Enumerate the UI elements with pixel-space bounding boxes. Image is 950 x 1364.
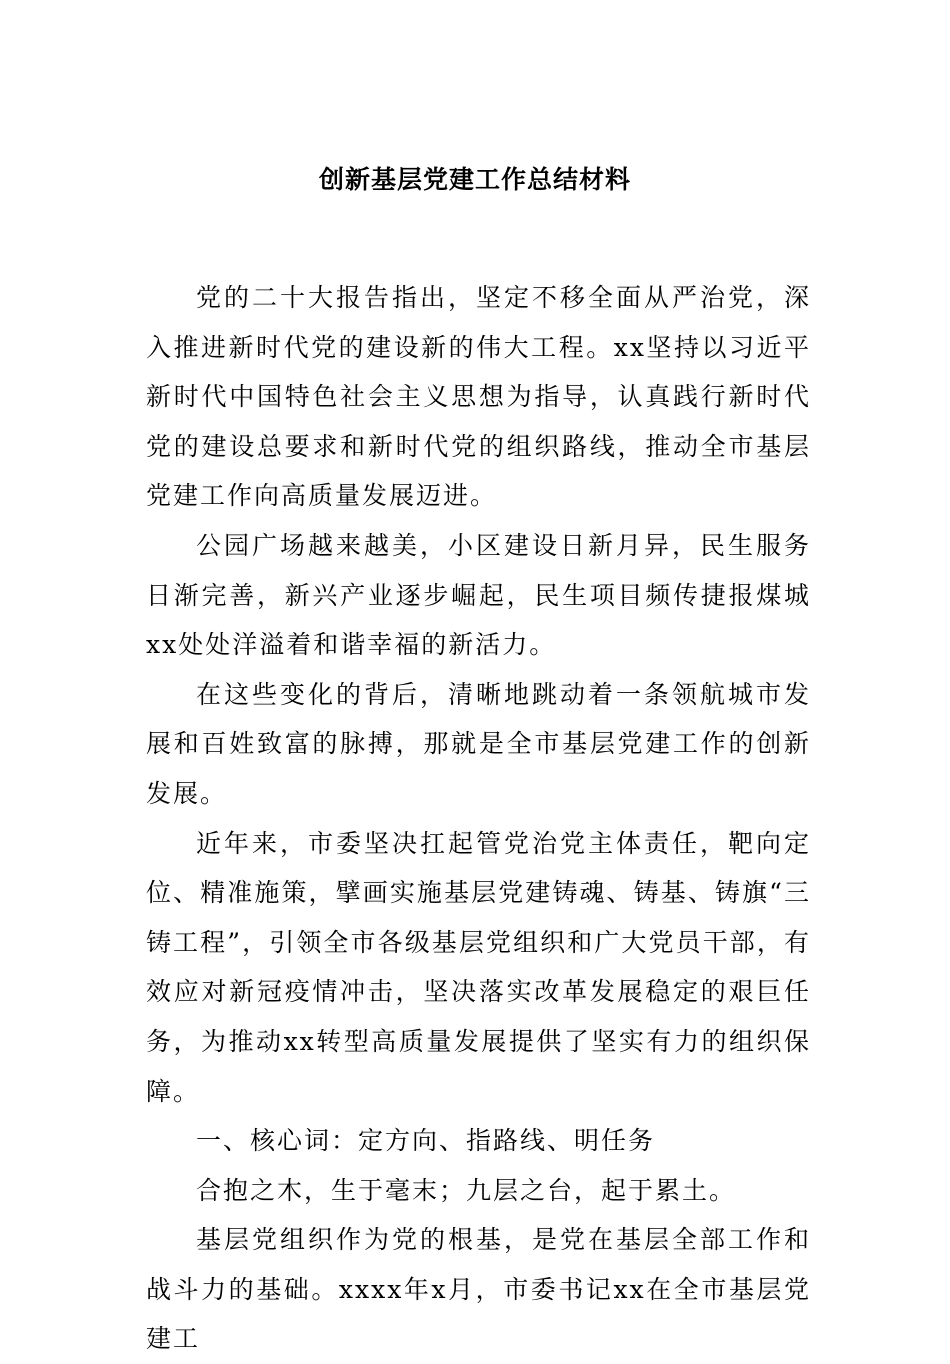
paragraph-5: 合抱之木，生于毫末；九层之台，起于累土。: [196, 1175, 737, 1205]
paragraph-4: 近年来，市委坚决扛起管党治党主体责任，靶向定位、精准施策，擘画实施基层党建铸魂、铸基、铸旗“三铸工程”，引领全市各级基层党组织和广大党员干部，有效应对新冠疫情冲击，坚决落实改革发展稳定的艰巨任务，为推动xx转型高质量发展提供了坚实有力的组织保障。: [146, 828, 811, 1106]
section-heading-1: 一、核心词：定方向、指路线、明任务: [196, 1126, 656, 1156]
document-title: 创新基层党建工作总结材料: [318, 165, 631, 194]
paragraph-3: 在这些变化的背后，清晰地跳动着一条领航城市发展和百姓致富的脉搏，那就是全市基层党建工作的创新发展。: [146, 679, 811, 808]
paragraph-2: 公园广场越来越美，小区建设日新月异，民生服务日渐完善，新兴产业逐步崛起，民生项目频传捷报煤城xx处处洋溢着和谐幸福的新活力。: [146, 530, 811, 660]
document-body: [146, 273, 811, 1364]
paragraph-1: 党的二十大报告指出，坚定不移全面从严治党，深入推进新时代党的建设新的伟大工程。xx坚持以习近平新时代中国特色社会主义思想为指导，认真践行新时代党的建设总要求和新时代党的组织路线，推动全市基层党建工作向高质量发展迈进。: [146, 283, 811, 511]
paragraph-6: 基层党组织作为党的根基，是党在基层全部工作和战斗力的基础。xxxx年x月，市委书记xx在全市基层党建工: [146, 1225, 811, 1354]
